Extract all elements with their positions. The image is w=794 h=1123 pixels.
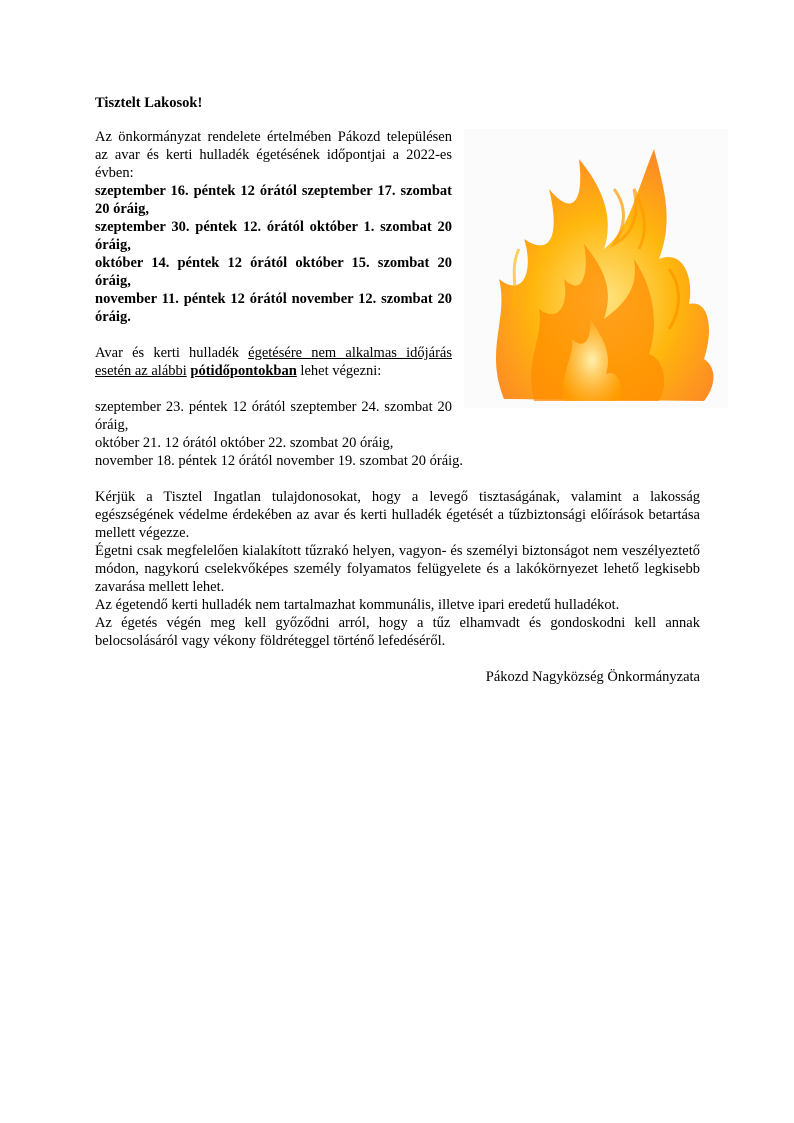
- backup-date-3: november 18. péntek 12 órától november 19. szombat 20 óráig.: [95, 453, 464, 469]
- backup-highlight: pótidőpontokban: [190, 363, 297, 379]
- left-column: [95, 128, 452, 434]
- paragraph-2: Égetni csak megfelelően kialakított tűzrakó helyen, vagyon- és személyi biztonságot nem veszélyeztető módon, nagykorú cselekvőképes személy folyamatos felügyelete és a lakókörnyezet lehető legkisebb zavarása mellett lehet.: [95, 543, 700, 595]
- paragraph-3: Az égetendő kerti hulladék nem tartalmazhat kommunális, illetve ipari eredetű hulladékot.: [95, 597, 620, 613]
- backup-prefix: Avar és kerti hulladék: [95, 345, 249, 361]
- paragraph-4: Az égetés végén meg kell győződni arról, hogy a tűz elhamvadt és gondoskodni kell annak belocsolásáról vagy vékony földréteggel történő lefedéséről.: [95, 615, 700, 649]
- intro-paragraph: Az önkormányzat rendelete értelmében Pákozd településen az avar és kerti hulladék égetésének időpontjai a 2022-es évben:: [95, 129, 452, 181]
- backup-date-2: október 21. 12 órától október 22. szombat 20 óráig,: [95, 435, 394, 451]
- backup-intro: [95, 344, 452, 380]
- paragraph-1: Kérjük a Tisztel Ingatlan tulajdonosokat, hogy a levegő tisztaságának, valamint a lakosság egészségének védelme érdekében az avar és kerti hulladék égetését a tűzbiztonsági előírások betartása mellett végezze.: [95, 489, 700, 541]
- signature: Pákozd Nagyközség Önkormányzata: [485, 669, 700, 685]
- backup-underlined: égetésére nem alkalmas időjárás esetén az alábbi: [95, 345, 452, 379]
- main-date-2: szeptember 30. péntek 12. órától október 1. szombat 20 óráig,: [95, 219, 452, 253]
- greeting: Tisztelt Lakosok!: [95, 95, 203, 111]
- main-date-4: november 11. péntek 12 órától november 12. szombat 20 óráig.: [95, 291, 452, 325]
- backup-date-1: szeptember 23. péntek 12 órától szeptember 24. szombat 20 óráig,: [95, 399, 452, 433]
- backup-suffix: lehet végezni:: [296, 363, 382, 379]
- document-body: [95, 94, 700, 686]
- main-date-1: szeptember 16. péntek 12 órától szeptember 17. szombat 20 óráig,: [95, 183, 452, 217]
- main-date-3: október 14. péntek 12 órától október 15. szombat 20 óráig,: [95, 255, 452, 289]
